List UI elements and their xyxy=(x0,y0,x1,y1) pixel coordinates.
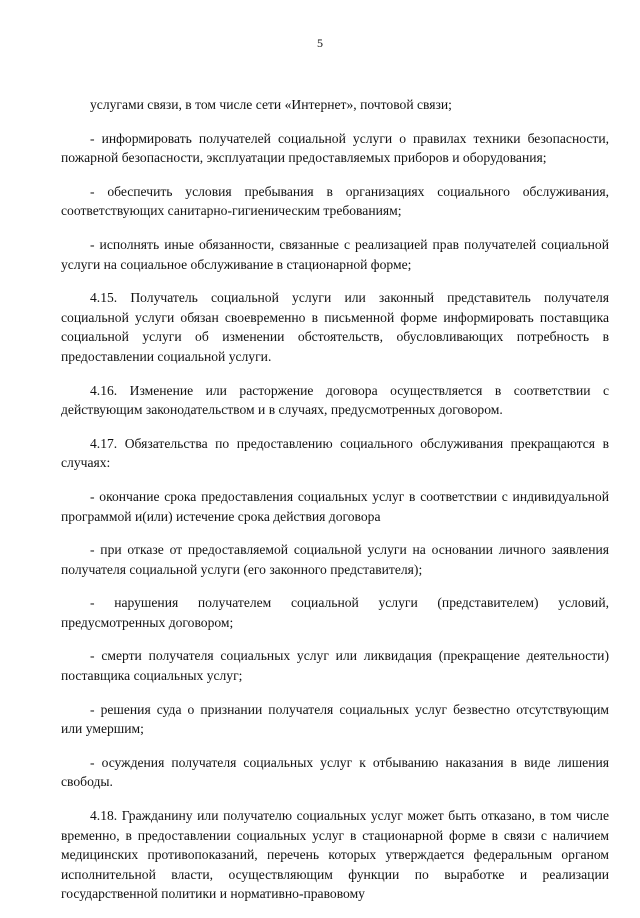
paragraph-7: 4.17. Обязательства по предоставлению социального обслуживания прекращаются в случаях: xyxy=(61,435,609,471)
paragraph-14: 4.18. Гражданину или получателю социальных услуг может быть отказано, в том числе временно, в предоставлении социальных услуг в стационарной форме в связи с наличием медицинских противопоказаний, перечень которых утверждается федеральным органом исполнительной власти, осуществляющим функции по выработке и реализации государственной политики и нормативно-правовому xyxy=(61,808,609,902)
paragraph-13: - осуждения получателя социальных услуг к отбыванию наказания в виде лишения свободы. xyxy=(61,754,609,790)
document-body xyxy=(61,95,609,918)
page-number: 5 xyxy=(317,36,323,50)
paragraph-5: 4.15. Получатель социальной услуги или законный представитель получателя социальной услуги обязан своевременно в письменной форме информировать поставщика социальной услуги об изменении обстоятельств, обусловливающих потребность в предоставлении социальной услуги. xyxy=(61,290,609,364)
paragraph-3: - обеспечить условия пребывания в организациях социального обслуживания, соответствующих санитарно-гигиеническим требованиям; xyxy=(61,183,609,219)
paragraph-9: - при отказе от предоставляемой социальной услуги на основании личного заявления получателя социальной услуги (его законного представителя); xyxy=(61,542,609,577)
paragraph-8: - окончание срока предоставления социальных услуг в соответствии с индивидуальной программой и(или) истечение срока действия договора xyxy=(61,488,609,524)
paragraph-2: - информировать получателей социальной услуги о правилах техники безопасности, пожарной безопасности, эксплуатации предоставляемых приборов и оборудования; xyxy=(61,130,609,166)
paragraph-10: - нарушения получателем социальной услуги (представителем) условий, предусмотренных договором; xyxy=(61,595,609,630)
paragraph-11: - смерти получателя социальных услуг или ликвидация (прекращение деятельности) поставщика социальных услуг; xyxy=(61,648,609,684)
paragraph-6: 4.16. Изменение или расторжение договора осуществляется в соответствии с действующим законодательством и в случаях, предусмотренных договором. xyxy=(61,382,609,418)
paragraph-4: - исполнять иные обязанности, связанные с реализацией прав получателей социальной услуги на социальное обслуживание в стационарной форме; xyxy=(61,236,609,272)
paragraph-1: услугами связи, в том числе сети «Интернет», почтовой связи; xyxy=(90,97,452,112)
paragraph-12: - решения суда о признании получателя социальных услуг безвестно отсутствующим или умершим; xyxy=(61,701,609,737)
